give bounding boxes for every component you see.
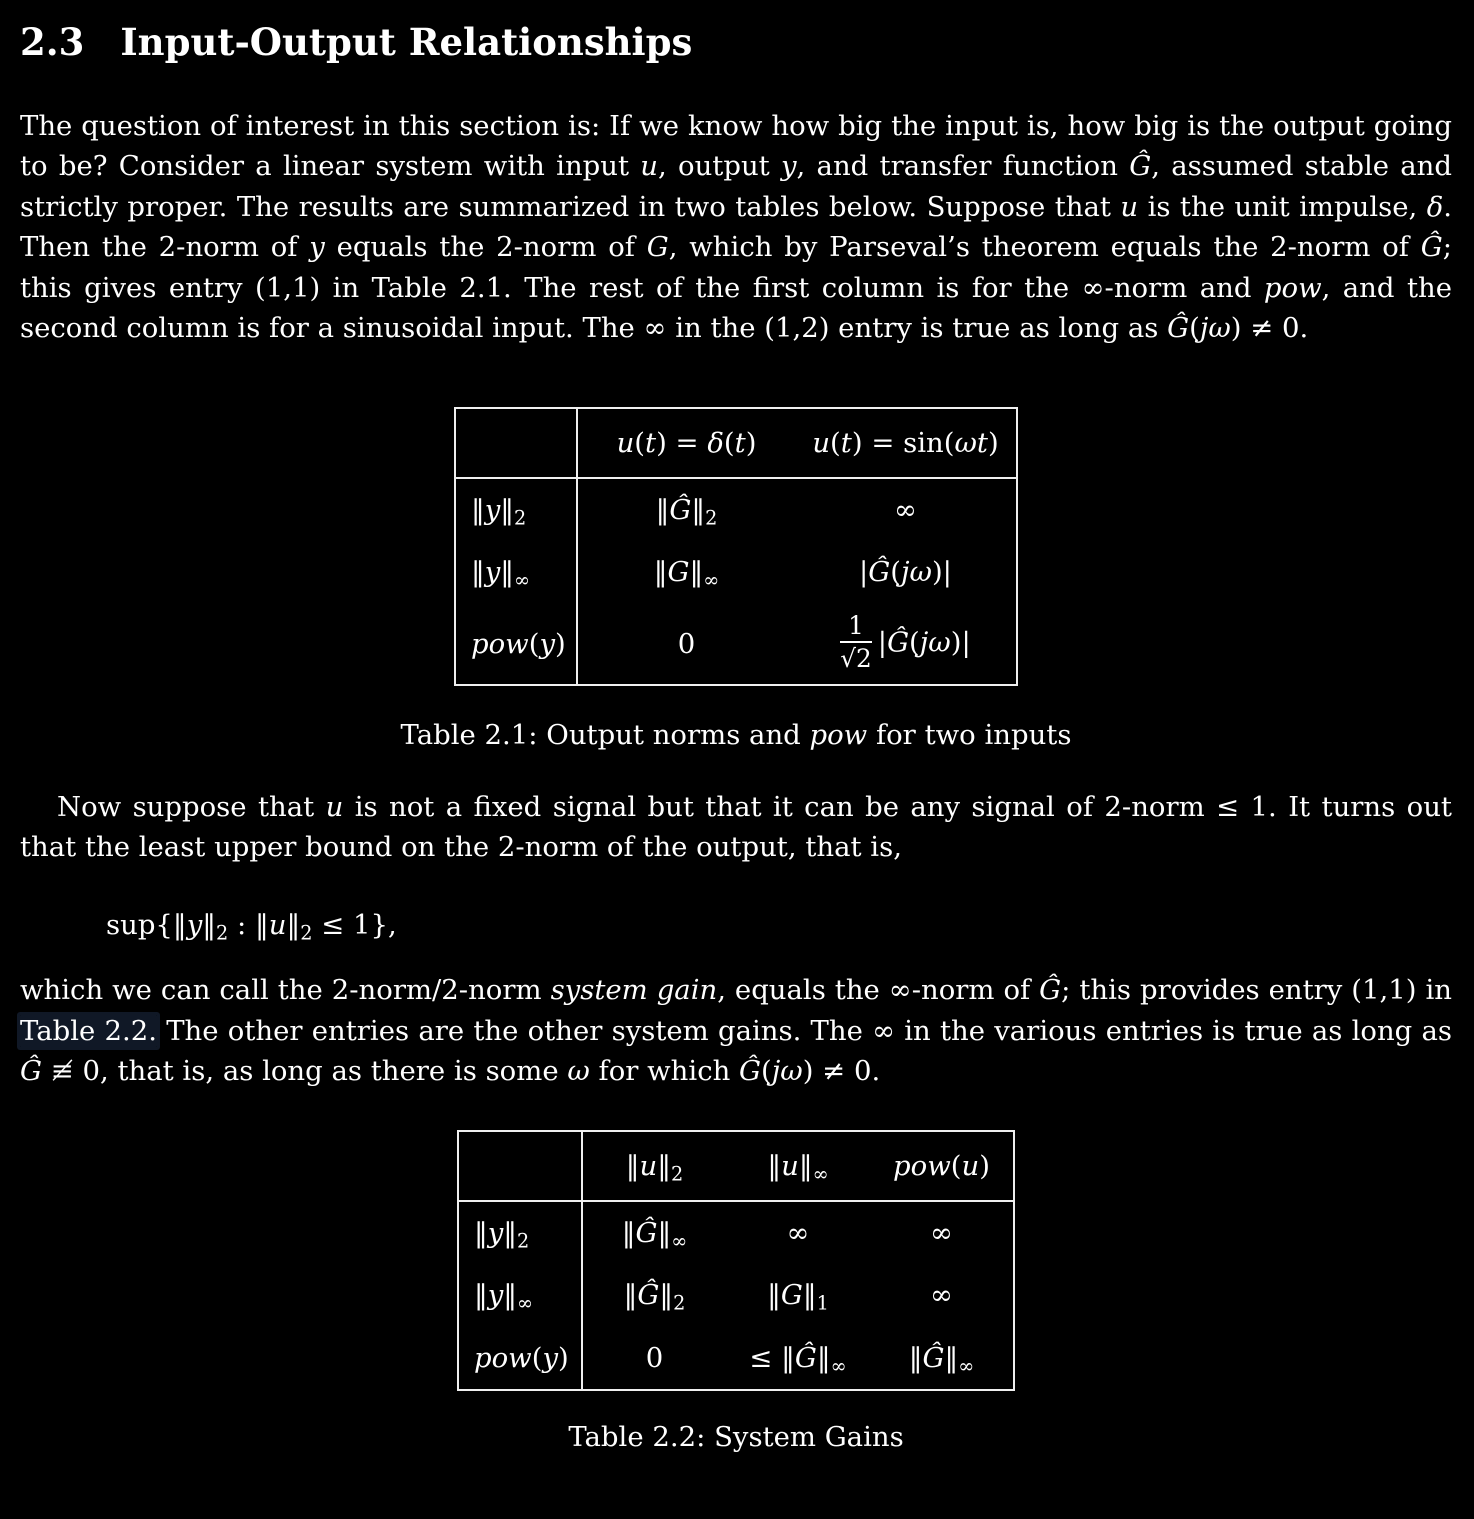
row-header-pow-y: pow(y) xyxy=(455,604,577,685)
paragraph-system-gain xyxy=(20,970,1452,1091)
table-row xyxy=(455,478,1017,541)
section-title: Input-Output Relationships xyxy=(120,20,693,64)
paragraph-text: The other entries are the other system gains. The ∞ in the various entries is true as long as Ĝ ≢ 0, that is, as long as there is some ω for which Ĝ(jω) ≠ 0. xyxy=(20,1014,1452,1088)
table-2-2-link[interactable]: Table 2.2. xyxy=(20,1014,157,1047)
cell-yinfnorm-u2norm: $‖Ĝ‖_2$ xyxy=(623,1279,686,1315)
corner-cell xyxy=(455,408,577,478)
column-header-sinusoid: u(t) = sin(ωt) xyxy=(795,408,1017,478)
row-header-y-infnorm: $‖y‖_\infty$ xyxy=(455,541,577,604)
cell-y2norm-impulse: $‖Ĝ‖_2$ xyxy=(655,493,718,529)
cell-powy-impulse: 0 xyxy=(677,627,696,660)
table-row xyxy=(458,1201,1014,1264)
fraction-denominator: √2 xyxy=(840,643,872,673)
column-header-impulse: u(t) = δ(t) xyxy=(577,408,795,478)
display-equation: $sup\{‖y‖_2$ : $‖u‖_2 \le 1$}, xyxy=(106,908,397,945)
cell-powy-uinfnorm: ≤ $‖Ĝ‖_\infty$ xyxy=(749,1341,847,1377)
table-2-2 xyxy=(457,1130,1015,1391)
paragraph-intro: The question of interest in this section is: If we know how big the input is, how big is the output going to be? Consider a linear system with input u, output y, and transfer function Ĝ, assumed stable and strictly proper. The results are summarized in two tables below. Suppose that u is the unit impulse, δ. Then the 2-norm of y equals the 2-norm of G, which by Parseval’s theorem equals the 2-norm of Ĝ; this gives entry (1,1) in Table 2.1. The rest of the first column is for the ∞-norm and pow, and the second column is for a sinusoidal input. The ∞ in the (1,2) entry is true as long as Ĝ(jω) ≠ 0. xyxy=(20,110,1453,345)
row-header-y-2norm: $‖y‖_2$ xyxy=(458,1201,582,1264)
column-header-pow-u: pow(u) xyxy=(870,1131,1014,1201)
cell-y2norm-uinfnorm: ∞ xyxy=(786,1216,810,1249)
row-header-pow-y: pow(y) xyxy=(458,1327,582,1390)
paragraph-text: which we can call the 2-norm/2-norm system gain, equals the ∞-norm of Ĝ; this provides entry (1,1) in xyxy=(20,974,1452,1007)
corner-cell xyxy=(458,1131,582,1201)
table-row xyxy=(458,1327,1014,1390)
cell-y2norm-powu: ∞ xyxy=(930,1216,953,1249)
cell-y2norm-u2norm: $‖Ĝ‖_\infty$ xyxy=(621,1216,688,1252)
paragraph-sup-intro: Now suppose that u is not a fixed signal but that it can be any signal of 2-norm ≤ 1. It turns out that the least upper bound on the 2-norm of the output, that is, xyxy=(20,790,1452,864)
column-header-u-2norm: $‖u‖_2$ xyxy=(582,1131,726,1201)
cell-powy-sinusoid xyxy=(795,604,1017,685)
cell-powy-powu: $‖Ĝ‖_\infty$ xyxy=(908,1341,975,1377)
row-header-y-2norm: $‖y‖_2$ xyxy=(455,478,577,541)
section-number: 2.3 xyxy=(20,20,85,64)
table-row xyxy=(455,604,1017,685)
fraction xyxy=(840,611,872,673)
table-2-1-caption: Table 2.1: Output norms and pow for two inputs xyxy=(400,718,1072,751)
cell-yinfnorm-impulse: $‖G‖_\infty$ xyxy=(653,556,720,592)
table-2-1 xyxy=(454,407,1018,686)
cell-yinfnorm-sinusoid: |Ĝ(jω)| xyxy=(859,556,952,589)
table-2-2-header-row xyxy=(458,1131,1014,1201)
table-2-2-caption: Table 2.2: System Gains xyxy=(568,1420,904,1453)
cell-y2norm-sinusoid: ∞ xyxy=(894,493,917,526)
cell-powy-u2norm: 0 xyxy=(645,1341,664,1374)
fraction-following-expression: |Ĝ(jω)| xyxy=(877,626,971,659)
table-2-1-header-row xyxy=(455,408,1017,478)
fraction-numerator: 1 xyxy=(840,611,872,643)
cell-yinfnorm-uinfnorm: $‖G‖_1$ xyxy=(767,1279,829,1315)
table-row xyxy=(455,541,1017,604)
column-header-u-infnorm: $‖u‖_\infty$ xyxy=(726,1131,870,1201)
table-row xyxy=(458,1264,1014,1327)
section-heading xyxy=(20,20,1452,64)
row-header-y-infnorm: $‖y‖_\infty$ xyxy=(458,1264,582,1327)
cell-yinfnorm-powu: ∞ xyxy=(930,1279,953,1312)
